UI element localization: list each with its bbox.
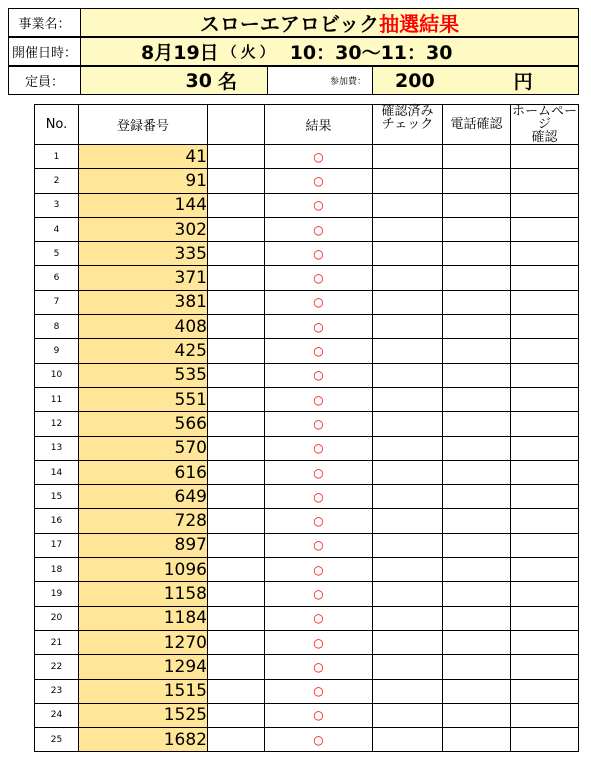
result-mark: ○ <box>265 339 373 363</box>
result-mark: ○ <box>265 217 373 241</box>
title-highlight: 抽選結果 <box>379 12 460 36</box>
homepage-check-cell <box>511 193 579 217</box>
homepage-check-cell <box>511 460 579 484</box>
blank-cell <box>208 412 265 436</box>
table-row <box>35 728 579 752</box>
registration-number: 570 <box>79 436 208 460</box>
checked-cell <box>373 145 443 169</box>
table-row <box>35 217 579 241</box>
phone-check-cell <box>443 169 511 193</box>
phone-check-cell <box>443 533 511 557</box>
checked-cell <box>373 412 443 436</box>
row-number: 1 <box>35 145 79 169</box>
capacity-unit: 名 <box>217 71 237 93</box>
table-row <box>35 412 579 436</box>
phone-check-cell <box>443 630 511 654</box>
result-mark: ○ <box>265 266 373 290</box>
blank-cell <box>208 217 265 241</box>
homepage-check-cell <box>511 485 579 509</box>
result-mark: ○ <box>265 606 373 630</box>
fee-label: 参加費： <box>267 66 373 95</box>
registration-number: 1525 <box>79 703 208 727</box>
registration-number: 1184 <box>79 606 208 630</box>
result-mark: ○ <box>265 145 373 169</box>
row-number: 6 <box>35 266 79 290</box>
checked-cell <box>373 630 443 654</box>
blank-cell <box>208 363 265 387</box>
table-row <box>35 266 579 290</box>
phone-check-cell <box>443 363 511 387</box>
registration-number: 649 <box>79 485 208 509</box>
homepage-check-cell <box>511 339 579 363</box>
registration-number: 535 <box>79 363 208 387</box>
result-mark: ○ <box>265 290 373 314</box>
checked-cell <box>373 315 443 339</box>
row-number: 5 <box>35 242 79 266</box>
phone-check-cell <box>443 217 511 241</box>
table-row <box>35 679 579 703</box>
checked-cell <box>373 728 443 752</box>
blank-cell <box>208 339 265 363</box>
title-main: スローエアロビック <box>199 12 380 36</box>
checked-cell <box>373 217 443 241</box>
checked-cell <box>373 582 443 606</box>
capacity-value: 30 <box>185 69 212 92</box>
row-number: 16 <box>35 509 79 533</box>
blank-cell <box>208 630 265 654</box>
event-time: 10：30～11：30 <box>286 38 457 65</box>
result-mark: ○ <box>265 582 373 606</box>
homepage-check-cell <box>511 509 579 533</box>
col-header-result: 結果 <box>265 105 373 145</box>
table-row <box>35 242 579 266</box>
row-number: 21 <box>35 630 79 654</box>
fee-cell <box>372 66 579 95</box>
event-datetime <box>80 37 579 66</box>
checked-cell <box>373 460 443 484</box>
blank-cell <box>208 242 265 266</box>
row-number: 13 <box>35 436 79 460</box>
table-row <box>35 363 579 387</box>
date-label: 開催日時： <box>8 37 81 66</box>
homepage-check-cell <box>511 606 579 630</box>
registration-number: 897 <box>79 533 208 557</box>
phone-check-cell <box>443 387 511 411</box>
paren-open: （ <box>222 44 237 61</box>
blank-cell <box>208 655 265 679</box>
result-mark: ○ <box>265 460 373 484</box>
col-header-no: No. <box>35 105 79 145</box>
header-row-project <box>8 8 579 37</box>
table-row <box>35 436 579 460</box>
phone-check-cell <box>443 266 511 290</box>
blank-cell <box>208 315 265 339</box>
phone-check-cell <box>443 193 511 217</box>
checked-cell <box>373 339 443 363</box>
checked-cell <box>373 242 443 266</box>
homepage-check-cell <box>511 242 579 266</box>
row-number: 18 <box>35 558 79 582</box>
table-row <box>35 485 579 509</box>
col-header-homepage <box>511 105 579 145</box>
homepage-check-cell <box>511 728 579 752</box>
homepage-check-cell <box>511 169 579 193</box>
result-mark: ○ <box>265 630 373 654</box>
col-header-checked <box>373 105 443 145</box>
phone-check-cell <box>443 509 511 533</box>
registration-number: 728 <box>79 509 208 533</box>
registration-number: 1096 <box>79 558 208 582</box>
row-number: 7 <box>35 290 79 314</box>
registration-number: 425 <box>79 339 208 363</box>
table-row <box>35 193 579 217</box>
col-header-reg: 登録番号 <box>79 105 208 145</box>
blank-cell <box>208 679 265 703</box>
checked-cell <box>373 533 443 557</box>
blank-cell <box>208 436 265 460</box>
checked-cell <box>373 266 443 290</box>
phone-check-cell <box>443 242 511 266</box>
result-mark: ○ <box>265 558 373 582</box>
blank-cell <box>208 460 265 484</box>
blank-cell <box>208 558 265 582</box>
blank-cell <box>208 703 265 727</box>
checked-cell <box>373 703 443 727</box>
phone-check-cell <box>443 339 511 363</box>
homepage-check-cell <box>511 412 579 436</box>
homepage-check-cell <box>511 315 579 339</box>
homepage-check-cell <box>511 582 579 606</box>
paren-close: ） <box>259 44 274 61</box>
phone-check-cell <box>443 606 511 630</box>
checked-cell <box>373 655 443 679</box>
phone-check-cell <box>443 582 511 606</box>
blank-cell <box>208 509 265 533</box>
day-of-week: 火 <box>240 43 256 61</box>
blank-cell <box>208 606 265 630</box>
header-row-date <box>8 37 579 66</box>
result-mark: ○ <box>265 679 373 703</box>
result-mark: ○ <box>265 703 373 727</box>
phone-check-cell <box>443 412 511 436</box>
checked-cell <box>373 436 443 460</box>
result-mark: ○ <box>265 242 373 266</box>
checked-cell <box>373 363 443 387</box>
row-number: 23 <box>35 679 79 703</box>
registration-number: 302 <box>79 217 208 241</box>
phone-check-cell <box>443 485 511 509</box>
phone-check-cell <box>443 315 511 339</box>
result-mark: ○ <box>265 436 373 460</box>
phone-check-cell <box>443 728 511 752</box>
fee-unit: 円 <box>513 71 533 93</box>
homepage-check-cell <box>511 145 579 169</box>
col-header-homepage-text: ホームページ 確認 <box>511 104 577 145</box>
blank-cell <box>208 290 265 314</box>
row-number: 8 <box>35 315 79 339</box>
capacity-label: 定員： <box>8 66 81 95</box>
header-row-capacity <box>8 66 579 95</box>
col-header-checked-text: 確認済み チェック <box>381 104 434 132</box>
table-row <box>35 655 579 679</box>
registration-number: 551 <box>79 387 208 411</box>
blank-cell <box>208 193 265 217</box>
registration-number: 144 <box>79 193 208 217</box>
registration-number: 616 <box>79 460 208 484</box>
registration-number: 91 <box>79 169 208 193</box>
table-row <box>35 703 579 727</box>
registration-number: 1515 <box>79 679 208 703</box>
phone-check-cell <box>443 679 511 703</box>
checked-cell <box>373 290 443 314</box>
registration-number: 371 <box>79 266 208 290</box>
result-mark: ○ <box>265 509 373 533</box>
row-number: 10 <box>35 363 79 387</box>
row-number: 3 <box>35 193 79 217</box>
homepage-check-cell <box>511 533 579 557</box>
homepage-check-cell <box>511 217 579 241</box>
blank-cell <box>208 533 265 557</box>
phone-check-cell <box>443 145 511 169</box>
result-mark: ○ <box>265 193 373 217</box>
phone-check-cell <box>443 655 511 679</box>
row-number: 4 <box>35 217 79 241</box>
row-number: 9 <box>35 339 79 363</box>
homepage-check-cell <box>511 679 579 703</box>
event-header <box>8 8 579 95</box>
row-number: 2 <box>35 169 79 193</box>
row-number: 12 <box>35 412 79 436</box>
table-header-row <box>35 105 579 145</box>
checked-cell <box>373 193 443 217</box>
table-row <box>35 606 579 630</box>
row-number: 19 <box>35 582 79 606</box>
registration-number: 408 <box>79 315 208 339</box>
row-number: 11 <box>35 387 79 411</box>
table-row <box>35 460 579 484</box>
blank-cell <box>208 266 265 290</box>
homepage-check-cell <box>511 266 579 290</box>
col-header-phone: 電話確認 <box>443 105 511 145</box>
table-row <box>35 630 579 654</box>
result-mark: ○ <box>265 315 373 339</box>
lottery-results-table <box>34 104 579 752</box>
registration-number: 335 <box>79 242 208 266</box>
checked-cell <box>373 558 443 582</box>
row-number: 22 <box>35 655 79 679</box>
table-row <box>35 558 579 582</box>
checked-cell <box>373 485 443 509</box>
row-number: 24 <box>35 703 79 727</box>
homepage-check-cell <box>511 630 579 654</box>
registration-number: 566 <box>79 412 208 436</box>
checked-cell <box>373 509 443 533</box>
event-date: 8月19日 <box>141 42 219 64</box>
blank-cell <box>208 582 265 606</box>
registration-number: 381 <box>79 290 208 314</box>
table-row <box>35 339 579 363</box>
blank-cell <box>208 387 265 411</box>
table-row <box>35 387 579 411</box>
phone-check-cell <box>443 703 511 727</box>
row-number: 15 <box>35 485 79 509</box>
phone-check-cell <box>443 558 511 582</box>
row-number: 17 <box>35 533 79 557</box>
registration-number: 41 <box>79 145 208 169</box>
phone-check-cell <box>443 436 511 460</box>
row-number: 20 <box>35 606 79 630</box>
registration-number: 1294 <box>79 655 208 679</box>
result-mark: ○ <box>265 363 373 387</box>
result-mark: ○ <box>265 412 373 436</box>
table-row <box>35 145 579 169</box>
homepage-check-cell <box>511 655 579 679</box>
checked-cell <box>373 679 443 703</box>
row-number: 25 <box>35 728 79 752</box>
col-header-blank <box>208 105 265 145</box>
row-number: 14 <box>35 460 79 484</box>
capacity-cell <box>80 66 268 95</box>
blank-cell <box>208 169 265 193</box>
registration-number: 1158 <box>79 582 208 606</box>
homepage-check-cell <box>511 436 579 460</box>
event-title <box>80 8 579 37</box>
result-mark: ○ <box>265 728 373 752</box>
blank-cell <box>208 728 265 752</box>
result-mark: ○ <box>265 387 373 411</box>
fee-value: 200 <box>395 69 435 92</box>
homepage-check-cell <box>511 290 579 314</box>
table-row <box>35 582 579 606</box>
registration-number: 1682 <box>79 728 208 752</box>
table-row <box>35 509 579 533</box>
homepage-check-cell <box>511 703 579 727</box>
phone-check-cell <box>443 460 511 484</box>
phone-check-cell <box>443 290 511 314</box>
checked-cell <box>373 606 443 630</box>
table-row <box>35 533 579 557</box>
registration-number: 1270 <box>79 630 208 654</box>
homepage-check-cell <box>511 387 579 411</box>
result-mark: ○ <box>265 655 373 679</box>
result-mark: ○ <box>265 533 373 557</box>
checked-cell <box>373 169 443 193</box>
table-body <box>35 145 579 752</box>
blank-cell <box>208 145 265 169</box>
project-label: 事業名： <box>8 8 81 37</box>
homepage-check-cell <box>511 363 579 387</box>
homepage-check-cell <box>511 558 579 582</box>
table-row <box>35 169 579 193</box>
result-mark: ○ <box>265 485 373 509</box>
table-row <box>35 315 579 339</box>
blank-cell <box>208 485 265 509</box>
checked-cell <box>373 387 443 411</box>
result-mark: ○ <box>265 169 373 193</box>
table-row <box>35 290 579 314</box>
